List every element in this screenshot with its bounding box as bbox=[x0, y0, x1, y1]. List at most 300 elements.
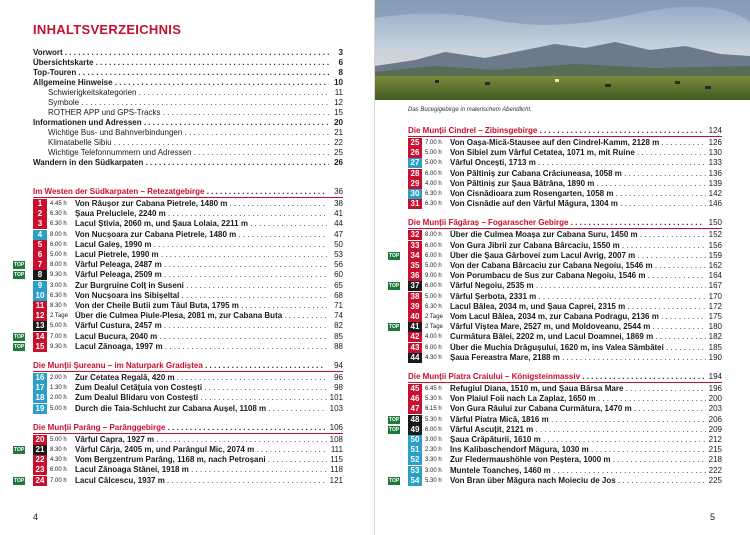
tour-number-badge: 8 bbox=[33, 270, 47, 280]
toc-entry-title: Wichtige Telefonnummern und Adressen . . . bbox=[48, 148, 329, 158]
tour-page: 225 bbox=[708, 475, 722, 485]
tour-name: Von Porumbacu de Sus zur Cabana Negoiu, 1546 m . . . bbox=[450, 271, 706, 281]
tour-duration: 6.30 h bbox=[425, 303, 442, 310]
tour-duration: 7.00 h bbox=[425, 140, 442, 146]
toc-entry[interactable] bbox=[33, 78, 343, 88]
tour-name: Șaua Crăpăturii, 1610 m . . . bbox=[450, 435, 706, 445]
tour-number-badge: 20 bbox=[33, 435, 47, 445]
tour-number-badge: 15 bbox=[33, 342, 47, 352]
tour-number-badge: 34 bbox=[408, 251, 422, 261]
tour-number-badge: 51 bbox=[408, 445, 422, 455]
tour-duration: 9.30 h bbox=[50, 272, 67, 279]
tour-entry[interactable] bbox=[388, 199, 722, 209]
tour-entry[interactable] bbox=[13, 219, 343, 229]
tour-duration: 5.30 h bbox=[425, 396, 442, 403]
tour-duration: 6.00 h bbox=[425, 344, 442, 351]
tour-entry[interactable] bbox=[388, 394, 722, 404]
tour-duration: 3.00 h bbox=[425, 437, 442, 443]
tour-duration: 6.00 h bbox=[425, 283, 442, 290]
toc-entry[interactable] bbox=[48, 108, 343, 118]
tour-number-badge: 4 bbox=[33, 230, 47, 240]
photo-caption: Das Bucegigebirge in malerischem Abendlicht. bbox=[408, 107, 532, 113]
tour-page: 209 bbox=[708, 424, 722, 434]
tour-name: Vârful Ascuțit, 2121 m . . . bbox=[450, 425, 706, 435]
toc-entry[interactable] bbox=[33, 158, 343, 168]
tour-number-badge: 22 bbox=[33, 455, 47, 465]
tour-page: 56 bbox=[334, 260, 343, 270]
tour-name: Über die Culmea Piule-Plesa, 2081 m, zur Cabana Buta . . . bbox=[75, 311, 327, 321]
page-number-left: 4 bbox=[33, 512, 39, 522]
tour-number-badge: 54 bbox=[408, 476, 422, 486]
tour-number-badge: 26 bbox=[408, 148, 422, 158]
tour-entry[interactable] bbox=[388, 312, 722, 322]
tour-name: Vârful Custura, 2457 m . . . bbox=[75, 321, 327, 331]
tour-page: 196 bbox=[708, 384, 722, 393]
tour-name: Lacul Bucura, 2040 m . . . bbox=[75, 332, 327, 342]
toc-entry[interactable] bbox=[48, 148, 343, 158]
tour-duration: 9.30 h bbox=[50, 343, 67, 350]
tour-page: 164 bbox=[708, 271, 722, 281]
tour-name: Ins Kalibaschendorf Măgura, 1030 m . . . bbox=[450, 445, 706, 455]
top-tour-badge: TOP bbox=[14, 333, 25, 340]
tour-entry[interactable] bbox=[13, 311, 343, 321]
tour-number-badge: 31 bbox=[408, 199, 422, 209]
tour-name: Von Nucșoara ins Sibișeltal . . . bbox=[75, 291, 327, 301]
tour-page: 167 bbox=[708, 281, 722, 291]
tour-number-badge: 32 bbox=[408, 230, 422, 240]
tour-number-badge: 12 bbox=[33, 311, 47, 321]
toc-entry-title: Allgemeine Hinweise . . . bbox=[33, 78, 329, 88]
tour-name: Von Gura Râului zur Cabana Curmătura, 1470 m . . . bbox=[450, 404, 706, 414]
tour-page: 218 bbox=[708, 455, 722, 465]
section-heading[interactable] bbox=[408, 217, 722, 228]
section-rule bbox=[33, 197, 343, 198]
tour-page: 60 bbox=[334, 270, 343, 280]
toc-entry[interactable] bbox=[33, 118, 343, 128]
tour-entry[interactable] bbox=[13, 301, 343, 311]
tour-duration: 6.45 h bbox=[425, 386, 442, 392]
toc-entry[interactable] bbox=[48, 88, 343, 98]
tour-entry[interactable] bbox=[388, 179, 722, 189]
tour-page: 130 bbox=[708, 148, 722, 158]
photo-graphic bbox=[375, 0, 750, 100]
tour-name: Von der Cabana Bârcaciu zur Cabana Negoiu, 1546 m . . . bbox=[450, 261, 706, 271]
tour-name: Vârful Piatra Mică, 1816 m . . . bbox=[450, 415, 706, 425]
toc-entry[interactable] bbox=[48, 128, 343, 138]
top-tour-badge: TOP bbox=[14, 477, 25, 484]
tour-number-badge: 5 bbox=[33, 240, 47, 250]
tour-entry[interactable] bbox=[13, 332, 343, 342]
tour-page: 82 bbox=[334, 321, 343, 331]
tour-number-badge: 24 bbox=[33, 476, 47, 486]
tour-number-badge: 29 bbox=[408, 179, 422, 189]
landscape-photo bbox=[375, 0, 750, 100]
toc-entry-page: 26 bbox=[334, 158, 343, 167]
tour-duration: 5.00 h bbox=[50, 436, 67, 443]
tour-number-badge: 37 bbox=[408, 281, 422, 291]
tour-number-badge: 36 bbox=[408, 271, 422, 281]
tour-entry[interactable] bbox=[13, 270, 343, 280]
tour-name: Vârful Oncești, 1713 m . . . bbox=[450, 158, 706, 168]
toc-entry[interactable] bbox=[33, 48, 343, 58]
tour-page: 146 bbox=[708, 199, 722, 209]
tour-page: 103 bbox=[329, 403, 343, 413]
tour-entry[interactable] bbox=[388, 292, 722, 302]
tour-name: Von Bran über Măgura nach Moieciu de Jos . . . bbox=[450, 476, 706, 486]
tour-number-badge: 1 bbox=[33, 199, 47, 209]
top-tour-badge: TOP bbox=[389, 477, 400, 484]
tour-name: Șaua Fereastra Mare, 2188 m . . . bbox=[450, 353, 706, 363]
toc-entry-title: Wandern in den Südkarpaten . . . bbox=[33, 158, 329, 168]
tour-entry[interactable] bbox=[13, 445, 343, 455]
toc-entry-title: Vorwort . . . bbox=[33, 48, 329, 58]
tour-name: Über die Muchia Drăgușului, 1620 m, ins Valea Sâmbătei . . . bbox=[450, 343, 706, 353]
tour-duration: 7.00 h bbox=[50, 477, 67, 484]
top-tour-badge: TOP bbox=[389, 252, 400, 259]
tour-entry[interactable] bbox=[13, 393, 343, 403]
tour-page: 118 bbox=[330, 465, 343, 475]
toc-entry-title: Symbole . . . bbox=[48, 98, 329, 108]
toc-entry-title: Übersichtskarte . . . bbox=[33, 58, 329, 68]
tour-entry[interactable] bbox=[388, 322, 722, 332]
tour-entry[interactable] bbox=[388, 435, 722, 445]
tour-entry[interactable] bbox=[388, 302, 722, 312]
tour-page: 98 bbox=[334, 383, 343, 393]
section-title: Die Munții Cindrel – Zibinsgebirge . . . bbox=[408, 125, 704, 136]
tour-duration: 5.00 h bbox=[425, 263, 442, 269]
tour-number-badge: 21 bbox=[33, 445, 47, 455]
tour-name: Durch die Taia-Schlucht zur Cabana Aușel, 1108 m . . . bbox=[75, 404, 327, 414]
tour-page: 85 bbox=[334, 331, 343, 341]
tour-entry[interactable] bbox=[388, 271, 722, 281]
tour-name: Vârful Cârja, 2405 m, und Parângul Mic, 2074 m . . . bbox=[75, 445, 327, 455]
tour-duration: 1.30 h bbox=[50, 385, 67, 392]
tour-duration: 5.00 h bbox=[425, 150, 442, 157]
tour-entry[interactable] bbox=[388, 230, 722, 240]
section-rule bbox=[408, 136, 722, 137]
tour-entry[interactable] bbox=[388, 332, 722, 342]
tour-name: Von Gura Jibrii zur Cabana Bârcaciu, 1550 m . . . bbox=[450, 241, 706, 251]
toc-entry-title: Wichtige Bus- und Bahnverbindungen . . . bbox=[48, 128, 329, 138]
section-title: Die Munții Făgăraș – Fogarascher Gebirge . . . bbox=[408, 217, 704, 228]
tour-entry[interactable] bbox=[388, 476, 722, 486]
tour-page: 101 bbox=[329, 393, 343, 403]
tour-entry[interactable] bbox=[388, 445, 722, 455]
tour-number-badge: 18 bbox=[33, 393, 47, 403]
tour-number-badge: 52 bbox=[408, 455, 422, 465]
tour-name: Von Oașa-Mică-Stausee auf den Cindrel-Kamm, 2128 m . . . bbox=[450, 138, 706, 148]
tour-name: Vârful Capra, 1927 m . . . bbox=[75, 435, 327, 445]
tour-duration: 3.30 h bbox=[425, 457, 442, 464]
toc-entry[interactable] bbox=[33, 58, 343, 68]
tour-name: Lacul Zănoaga, 1997 m . . . bbox=[75, 342, 327, 352]
tour-duration: 4.00 h bbox=[425, 180, 442, 187]
tour-entry[interactable] bbox=[388, 353, 722, 363]
tour-entry[interactable] bbox=[388, 343, 722, 353]
tour-page: 190 bbox=[708, 352, 722, 362]
section-page: 106 bbox=[329, 422, 343, 432]
tour-entry[interactable] bbox=[388, 158, 722, 168]
toc-entry-page: 6 bbox=[338, 58, 343, 67]
tour-entry[interactable] bbox=[13, 435, 343, 445]
tour-name: Lacul Știvia, 2060 m, und Șaua Lolaia, 2211 m . . . bbox=[75, 219, 327, 229]
toc-entry-title: Informationen und Adressen . . . bbox=[33, 118, 329, 128]
tour-entry[interactable] bbox=[388, 455, 722, 465]
tour-entry[interactable] bbox=[13, 465, 343, 475]
tour-page: 111 bbox=[330, 445, 343, 454]
tour-name: Refugiul Diana, 1510 m, und Șaua Bârsa Mare . . . bbox=[450, 384, 706, 394]
tour-number-badge: 17 bbox=[33, 383, 47, 393]
section-heading[interactable] bbox=[408, 371, 722, 382]
tour-duration: 8.00 h bbox=[50, 231, 67, 238]
tour-entry[interactable] bbox=[13, 321, 343, 331]
tour-number-badge: 27 bbox=[408, 158, 422, 168]
tour-duration: 6.00 h bbox=[425, 170, 442, 177]
tour-page: 74 bbox=[334, 311, 343, 321]
section-title: Die Munții Parâng – Parânggebirge . . . bbox=[33, 422, 325, 433]
top-tour-badge: TOP bbox=[14, 272, 25, 279]
tour-duration: 6.30 h bbox=[50, 211, 67, 218]
tour-duration: 8.00 h bbox=[425, 232, 442, 239]
tour-name: Vârful Peleaga, 2509 m . . . bbox=[75, 270, 327, 280]
tour-entry[interactable] bbox=[13, 250, 343, 260]
tour-name: Zur Fledermaushöhle von Peștera, 1000 m . . . bbox=[450, 455, 706, 465]
tour-duration: 6.00 h bbox=[50, 241, 67, 248]
tour-entry[interactable] bbox=[388, 138, 722, 148]
section-page: 150 bbox=[708, 218, 722, 228]
section-heading[interactable] bbox=[33, 186, 343, 197]
tour-name: Von Plaiul Foii nach La Zaplaz, 1650 m . . . bbox=[450, 394, 706, 404]
tour-name: Vârful Peleaga, 2487 m . . . bbox=[75, 260, 327, 270]
toc-entry-title: Klimatabelle Sibiu . . . bbox=[48, 138, 329, 148]
tour-page: 108 bbox=[329, 434, 343, 444]
tour-number-badge: 3 bbox=[33, 219, 47, 229]
top-tour-badge: TOP bbox=[389, 324, 400, 331]
toc-entry-page: 20 bbox=[334, 118, 343, 127]
tour-entry[interactable] bbox=[13, 291, 343, 301]
toc-entry-page: 3 bbox=[338, 48, 343, 57]
tour-name: Von Păltiniș zur Șaua Bătrâna, 1890 m . . . bbox=[450, 179, 706, 189]
section-heading[interactable] bbox=[33, 360, 343, 371]
tour-duration: 2 Tage bbox=[425, 314, 443, 320]
tour-entry[interactable] bbox=[13, 404, 343, 414]
toc-entry-page: 12 bbox=[334, 98, 343, 107]
tour-entry[interactable] bbox=[388, 189, 722, 199]
tour-entry[interactable] bbox=[13, 455, 343, 465]
tour-name: Lacul Pietrele, 1990 m . . . bbox=[75, 250, 327, 260]
toc-entry-page: 25 bbox=[334, 148, 343, 157]
tour-name: Zur Burgruine Colț in Suseni . . . bbox=[75, 281, 327, 291]
tour-number-badge: 19 bbox=[33, 404, 47, 414]
tour-page: 71 bbox=[334, 301, 343, 310]
tour-entry[interactable] bbox=[388, 241, 722, 251]
section-title: Die Munții Piatra Craiului – Königsteinmassiv . . . bbox=[408, 371, 704, 382]
toc-entry-page: 22 bbox=[334, 138, 343, 147]
toc-entry-page: 11 bbox=[334, 88, 343, 97]
tour-name: Vârful Șerbota, 2331 m . . . bbox=[450, 292, 706, 302]
right-page bbox=[375, 0, 750, 535]
tour-entry[interactable] bbox=[13, 209, 343, 219]
toc-entry-page: 8 bbox=[338, 68, 343, 77]
tour-entry[interactable] bbox=[388, 148, 722, 158]
tour-name: Von der Cheile Butii zum Tăul Buta, 1795 m . . . bbox=[75, 301, 327, 311]
tour-number-badge: 42 bbox=[408, 332, 422, 342]
tour-page: 152 bbox=[708, 230, 722, 240]
tour-page: 175 bbox=[708, 312, 722, 321]
tour-page: 156 bbox=[708, 240, 722, 250]
tour-page: 38 bbox=[334, 199, 343, 208]
tour-duration: 5.00 h bbox=[50, 405, 67, 412]
tour-name: Vârful Negoiu, 2535 m . . . bbox=[450, 281, 706, 291]
tour-duration: 5.00 h bbox=[50, 252, 67, 258]
tour-duration: 6.30 h bbox=[50, 221, 67, 228]
tour-page: 172 bbox=[708, 301, 722, 311]
tour-page: 139 bbox=[708, 178, 722, 188]
tour-page: 53 bbox=[334, 250, 343, 259]
tour-number-badge: 13 bbox=[33, 321, 47, 331]
tour-duration: 5.30 h bbox=[425, 477, 442, 484]
tour-duration: 4.30 h bbox=[50, 457, 67, 464]
tour-entry[interactable] bbox=[388, 169, 722, 179]
tour-name: Șaua Preluclele, 2240 m . . . bbox=[75, 209, 327, 219]
tour-page: 44 bbox=[334, 219, 343, 229]
tour-page: 133 bbox=[708, 158, 722, 168]
tour-duration: 4.30 h bbox=[425, 354, 442, 361]
tour-name: Lacul Zănoaga Stânei, 1918 m . . . bbox=[75, 465, 327, 475]
tour-number-badge: 9 bbox=[33, 281, 47, 291]
tour-number-badge: 11 bbox=[33, 301, 47, 311]
tour-number-badge: 49 bbox=[408, 425, 422, 435]
tour-name: Vom Bergzentrum Parâng, 1168 m, nach Petroșani . . . bbox=[75, 455, 327, 465]
tour-number-badge: 33 bbox=[408, 241, 422, 251]
tour-name: Von Sibiel zum Vârful Cetatea, 1071 m, mit Ruine . . . bbox=[450, 148, 706, 158]
tour-page: 200 bbox=[708, 394, 722, 404]
tour-name: Vom Lacul Bâlea, 2034 m, zur Cabana Podragu, 2136 m . . . bbox=[450, 312, 706, 322]
tour-number-badge: 25 bbox=[408, 138, 422, 148]
tour-entry[interactable] bbox=[388, 251, 722, 261]
tour-page: 185 bbox=[708, 342, 722, 352]
toc-entry[interactable] bbox=[48, 138, 343, 148]
tour-name: Über die Șaua Gârbovei zum Lacul Avrig, 2007 m . . . bbox=[450, 251, 706, 261]
tour-duration: 6.30 h bbox=[50, 292, 67, 299]
toc-entry[interactable] bbox=[48, 98, 343, 108]
tour-number-badge: 44 bbox=[408, 353, 422, 363]
tour-entry[interactable] bbox=[388, 404, 722, 414]
tour-number-badge: 6 bbox=[33, 250, 47, 260]
section-rule bbox=[33, 433, 343, 434]
tour-page: 88 bbox=[334, 341, 343, 351]
section-rule bbox=[408, 228, 722, 229]
section-page: 36 bbox=[334, 187, 343, 196]
tour-number-badge: 35 bbox=[408, 261, 422, 271]
tour-entry[interactable] bbox=[13, 260, 343, 270]
tour-page: 170 bbox=[708, 291, 722, 301]
tour-page: 121 bbox=[329, 475, 343, 485]
section-heading[interactable] bbox=[33, 422, 343, 433]
tour-duration: 6.00 h bbox=[425, 426, 442, 433]
tour-duration: 5.00 h bbox=[50, 323, 67, 330]
tour-duration: 2 Tage bbox=[50, 313, 68, 320]
tour-name: Zum Dealul Cetățuia von Costești . . . bbox=[75, 383, 327, 393]
tour-name: Curmătura Bâlei, 2202 m, und Lacul Doamnei, 1869 m . . . bbox=[450, 332, 706, 342]
tour-duration: 2.30 h bbox=[425, 447, 442, 454]
tour-duration: 8.30 h bbox=[50, 447, 67, 453]
tour-number-badge: 50 bbox=[408, 435, 422, 445]
tour-page: 159 bbox=[708, 250, 722, 260]
tour-number-badge: 45 bbox=[408, 384, 422, 394]
tour-entry[interactable] bbox=[13, 240, 343, 250]
tour-page: 222 bbox=[708, 465, 722, 475]
tour-entry[interactable] bbox=[388, 466, 722, 476]
tour-number-badge: 10 bbox=[33, 291, 47, 301]
tour-entry[interactable] bbox=[13, 342, 343, 352]
tour-duration: 5.00 h bbox=[425, 293, 442, 300]
tour-entry[interactable] bbox=[388, 384, 722, 394]
tour-name: Von Cisnădie auf den Vârful Măgura, 1304 m . . . bbox=[450, 199, 706, 209]
tour-number-badge: 48 bbox=[408, 415, 422, 425]
tour-page: 50 bbox=[334, 239, 343, 249]
tour-number-badge: 14 bbox=[33, 332, 47, 342]
section-rule bbox=[33, 371, 343, 372]
tour-name: Vârful Viștea Mare, 2527 m, und Moldoveanu, 2544 m . . . bbox=[450, 322, 706, 332]
tour-number-badge: 39 bbox=[408, 302, 422, 312]
toc-entry-title: Schwierigkeitskategorien . . . bbox=[48, 88, 329, 98]
tour-duration: 6.00 h bbox=[425, 242, 442, 249]
tour-name: Lacul Galeș, 1990 m . . . bbox=[75, 240, 327, 250]
tour-duration: 3.00 h bbox=[425, 467, 442, 474]
tour-entry[interactable] bbox=[13, 373, 343, 383]
tour-number-badge: 53 bbox=[408, 466, 422, 476]
tour-entry[interactable] bbox=[388, 415, 722, 425]
tour-page: 41 bbox=[334, 209, 343, 219]
toc-title: INHALTSVERZEICHNIS bbox=[33, 22, 182, 37]
tour-page: 203 bbox=[708, 404, 722, 414]
tour-entry[interactable] bbox=[13, 383, 343, 393]
tour-number-badge: 43 bbox=[408, 343, 422, 353]
tour-duration: 5.00 h bbox=[425, 160, 442, 167]
tour-entry[interactable] bbox=[13, 199, 343, 209]
tour-number-badge: 47 bbox=[408, 404, 422, 414]
tour-page: 180 bbox=[708, 322, 722, 332]
tour-entry[interactable] bbox=[388, 261, 722, 271]
top-tour-badge: TOP bbox=[14, 343, 25, 350]
toc-entry-page: 15 bbox=[334, 108, 343, 117]
tour-duration: 7.00 h bbox=[50, 333, 67, 340]
toc-entry[interactable] bbox=[33, 68, 343, 78]
tour-number-badge: 16 bbox=[33, 373, 47, 383]
tour-number-badge: 38 bbox=[408, 292, 422, 302]
section-heading[interactable] bbox=[408, 125, 722, 136]
tour-entry[interactable] bbox=[388, 281, 722, 291]
tour-page: 162 bbox=[708, 261, 722, 270]
tour-entry[interactable] bbox=[13, 230, 343, 240]
tour-name: Lacul Câlcescu, 1937 m . . . bbox=[75, 476, 327, 486]
tour-name: Über die Culmea Moașa zur Cabana Suru, 1450 m . . . bbox=[450, 230, 706, 240]
section-title: Die Munții Șureanu – im Naturpark Gradiștea . . . bbox=[33, 360, 325, 371]
top-tour-badge: TOP bbox=[389, 426, 400, 433]
tour-name: Von Râușor zur Cabana Pietrele, 1480 m . . . bbox=[75, 199, 327, 209]
tour-entry[interactable] bbox=[13, 281, 343, 291]
tour-entry[interactable] bbox=[13, 476, 343, 486]
tour-page: 212 bbox=[708, 435, 722, 444]
tour-name: Zur Cetatea Regală, 420 m . . . bbox=[75, 373, 327, 383]
tour-name: Lacul Bâlea, 2034 m, und Șaua Caprei, 2315 m . . . bbox=[450, 302, 706, 312]
tour-duration: 6.00 h bbox=[425, 252, 442, 259]
tour-number-badge: 7 bbox=[33, 260, 47, 270]
tour-entry[interactable] bbox=[388, 425, 722, 435]
toc-entry-page: 21 bbox=[334, 128, 343, 137]
tour-page: 65 bbox=[334, 280, 343, 290]
